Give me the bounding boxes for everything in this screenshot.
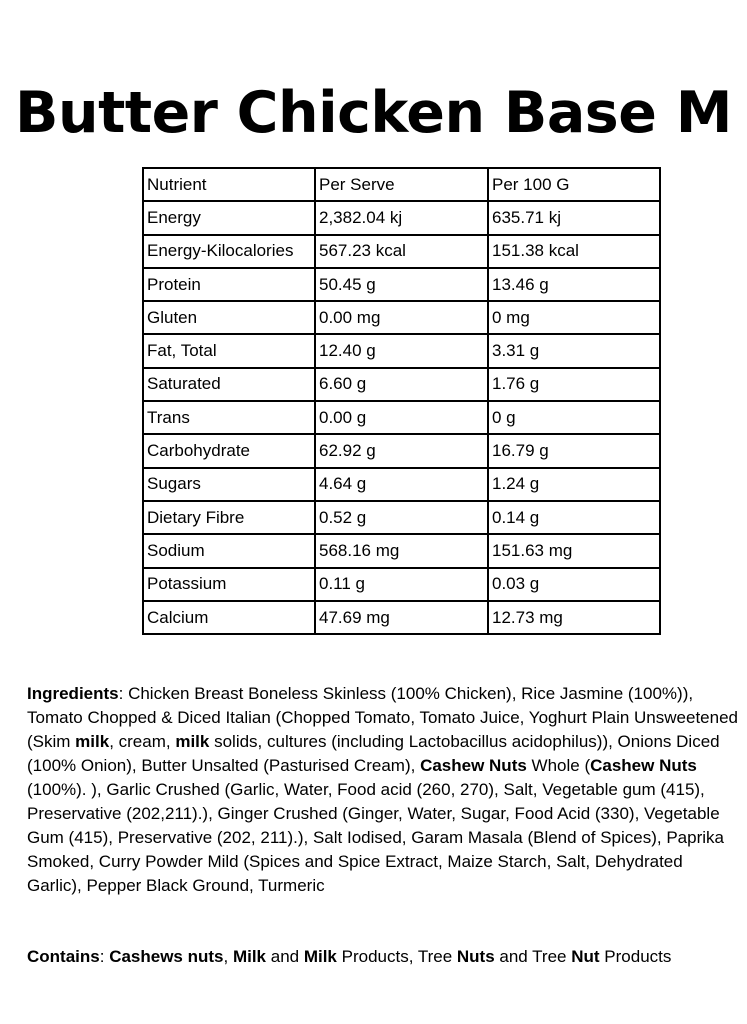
text-segment: : Chicken Breast Boneless Skinless (100% Chicken), Rice Jasmine (100%)), Tomato Chopped & Diced Italian (Chopped Tomato, Tomato Juice, Yoghurt Plain Unsweetened (Skim [27, 684, 738, 751]
nutrition-table [142, 167, 661, 635]
table-row [143, 301, 660, 334]
nutrient-name: Sugars [143, 468, 315, 501]
table-row [143, 601, 660, 634]
per-serve-value: 62.92 g [315, 434, 488, 467]
nutrient-name: Dietary Fibre [143, 501, 315, 534]
text-segment: , cream, [109, 732, 176, 751]
per-100g-value: 151.63 mg [488, 534, 660, 567]
table-row [143, 368, 660, 401]
contains-list [100, 947, 672, 966]
table-row [143, 501, 660, 534]
table-row [143, 235, 660, 268]
header-per-100g: Per 100 G [488, 168, 660, 201]
allergen-highlight: milk [175, 732, 210, 751]
table-row [143, 268, 660, 301]
allergen-highlight: Cashew Nuts [590, 756, 697, 775]
table-row [143, 434, 660, 467]
nutrient-name: Saturated [143, 368, 315, 401]
per-serve-value: 0.52 g [315, 501, 488, 534]
ingredients-text [27, 682, 742, 898]
allergen-highlight: Milk [303, 947, 337, 966]
text-segment: and Tree [494, 947, 572, 966]
nutrient-name: Sodium [143, 534, 315, 567]
text-segment: : [99, 947, 110, 966]
per-100g-value: 13.46 g [488, 268, 660, 301]
table-row [143, 334, 660, 367]
nutrient-name: Trans [143, 401, 315, 434]
allergen-highlight: Nuts [456, 947, 495, 966]
per-serve-value: 0.00 mg [315, 301, 488, 334]
text-segment: Products [599, 947, 672, 966]
nutrient-name: Gluten [143, 301, 315, 334]
allergen-highlight: milk [75, 732, 110, 751]
per-100g-value: 151.38 kcal [488, 235, 660, 268]
text-segment: , [223, 947, 233, 966]
per-serve-value: 50.45 g [315, 268, 488, 301]
text-segment: Whole ( [526, 756, 591, 775]
table-row [143, 534, 660, 567]
per-100g-value: 635.71 kj [488, 201, 660, 234]
per-100g-value: 3.31 g [488, 334, 660, 367]
table-row [143, 401, 660, 434]
header-nutrient: Nutrient [143, 168, 315, 201]
per-100g-value: 12.73 mg [488, 601, 660, 634]
text-segment: solids, cultures (including Lactobacillus acidophilus)), Onions Diced (100% Onion), Butter Unsalted (Pasturised Cream), [27, 732, 720, 775]
nutrient-name: Fat, Total [143, 334, 315, 367]
text-segment: Products, Tree [336, 947, 457, 966]
text-segment: and [266, 947, 304, 966]
per-serve-value: 567.23 kcal [315, 235, 488, 268]
per-serve-value: 47.69 mg [315, 601, 488, 634]
ingredients-list [27, 684, 738, 895]
per-serve-value: 6.60 g [315, 368, 488, 401]
allergen-highlight: Cashews nuts [109, 947, 224, 966]
table-row [143, 568, 660, 601]
nutrition-table-body [143, 168, 660, 634]
per-100g-value: 0.14 g [488, 501, 660, 534]
per-100g-value: 1.76 g [488, 368, 660, 401]
page-title: Butter Chicken Base M [15, 80, 732, 146]
per-serve-value: 568.16 mg [315, 534, 488, 567]
per-serve-value: 2,382.04 kj [315, 201, 488, 234]
per-serve-value: 4.64 g [315, 468, 488, 501]
per-100g-value: 1.24 g [488, 468, 660, 501]
per-serve-value: 0.00 g [315, 401, 488, 434]
nutrient-name: Carbohydrate [143, 434, 315, 467]
header-per-serve: Per Serve [315, 168, 488, 201]
text-segment: (100%). ), Garlic Crushed (Garlic, Water, Food acid (260, 270), Salt, Vegetable gum (415), Preservative (202,211).), Ginger Crushed (Ginger, Water, Sugar, Food Acid (330), Vegetable Gum (415), Preservative (202, 211).), Salt Iodised, Garam Masala (Blend of Spices), Paprika Smoked, Curry Powder Mild (Spices and Spice Extract, Maize Starch, Salt, Dehydrated Garlic), Pepper Black Ground, Turmeric [27, 780, 724, 895]
allergen-contains-text [27, 945, 727, 969]
nutrient-name: Energy [143, 201, 315, 234]
allergen-highlight: Nut [571, 947, 600, 966]
per-100g-value: 0.03 g [488, 568, 660, 601]
nutrient-name: Calcium [143, 601, 315, 634]
table-header-row [143, 168, 660, 201]
per-serve-value: 0.11 g [315, 568, 488, 601]
contains-label: Contains [27, 947, 100, 966]
nutrient-name: Potassium [143, 568, 315, 601]
per-100g-value: 0 mg [488, 301, 660, 334]
table-row [143, 201, 660, 234]
per-100g-value: 0 g [488, 401, 660, 434]
table-row [143, 468, 660, 501]
allergen-highlight: Milk [232, 947, 267, 966]
nutrient-name: Energy-Kilocalories [143, 235, 315, 268]
allergen-highlight: Cashew Nuts [420, 756, 527, 775]
per-serve-value: 12.40 g [315, 334, 488, 367]
nutrient-name: Protein [143, 268, 315, 301]
per-100g-value: 16.79 g [488, 434, 660, 467]
ingredients-label: Ingredients [27, 684, 119, 703]
